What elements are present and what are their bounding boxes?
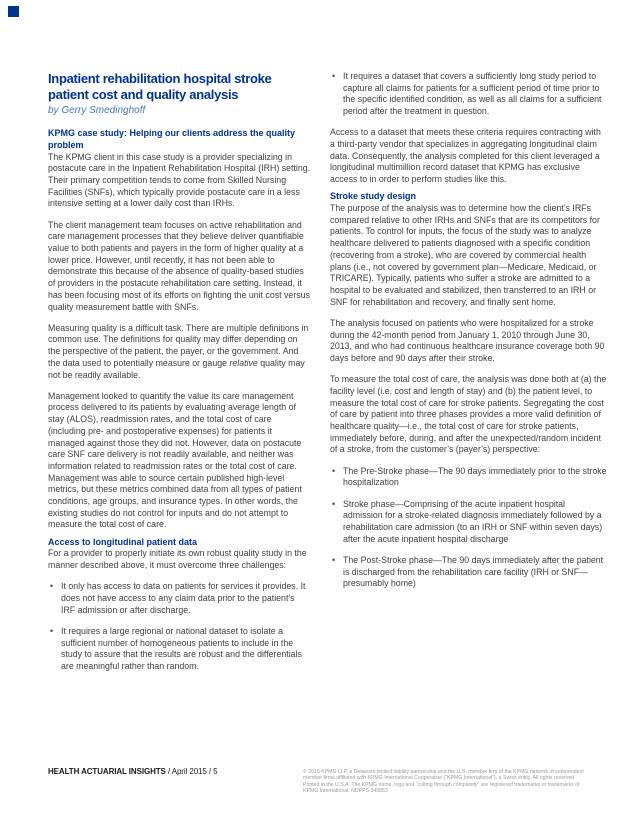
paragraph-third-party-vendor: Access to a dataset that meets these criteria requires contracting with a third-party vendor that specializes in aggregating longitudinal claim data. Consequently, the analysis completed for this client leveraged a longitudinal multimillion record dataset that KPMG has exclusive access to in order to perform studies like this. bbox=[330, 127, 601, 185]
footer-publication-name: HEALTH ACTUARIAL INSIGHTS bbox=[48, 767, 166, 776]
paragraph-analysis-purpose: The purpose of the analysis was to determine how the client’s IRFs compared relative to other IRHs and SNFs that are its competitors for patients. To control for inputs, the focus of the study was to analyze healthcare delivered to patients diagnosed with a specific condition (recovering from a stroke), who are covered by commercial health plans (i.e., not covered by government plan—Medicare, Medicaid, or TRICARE). Typically, patients who suffer a stroke are admitted to a hospital to be evaluated and stabilized, then transferred to an IRH or SNF for rehabilitation and recovery, and finally sent home. bbox=[330, 203, 600, 307]
kpmg-corner-mark bbox=[8, 6, 19, 17]
title-line-2: patient cost and quality analysis bbox=[48, 86, 239, 102]
paragraph-measuring-quality bbox=[48, 323, 311, 382]
section-heading-case-study: KPMG case study: Helping our clients address the quality problem bbox=[48, 128, 296, 150]
footer-publication-line bbox=[48, 767, 217, 776]
paragraph-client-intro: The KPMG client in this case study is a provider specializing in postacute care in the Inpatient Rehabilitation Hospital (IRH) setting. Their primary competition tends to come from Skilled Nursing Facilities (SNFs), which typically provide postacute care in a less intensive setting at a lower daily cost than IRHs. bbox=[48, 151, 311, 209]
bullet-item-long-study-period: • It requires a dataset that covers a sufficiently long study period to capture all claims for patients for a sufficient period of time prior to the specific identified condition, as well as all claims for a sufficient period after the treatment in question. bbox=[330, 71, 607, 118]
paragraph-study-period: The analysis focused on patients who were hospitalized for a stroke during the 42-month period from January 1, 2010 through June 30, 2013, and who had continuous healthcare insurance coverage both 90 days before and 90 days after their stroke. bbox=[330, 317, 605, 363]
right-column bbox=[330, 71, 607, 599]
paragraph-three-challenges: For a provider to properly initiate its own robust quality study in the manner described above, it must overcome three challenges: bbox=[48, 548, 307, 571]
left-column bbox=[48, 71, 311, 682]
paragraph-text: quality may not be readily available. bbox=[48, 357, 305, 380]
article-body bbox=[48, 71, 608, 682]
paragraph-management-quantify: Management looked to quantify the value its care management process delivered to its patients by evaluating average length of stay (ALOS), readmission rates, and the total cost of care (including pre- and postoperative expenses) for patients it managed against those they did not. However, data on postacute care SNF care delivery is not readily available, and neither was information related to readmission rates or the total cost of care. Management was able to source certain published high-level metrics, but these metrics combined data from all types of patient conditions, age groups, and insurance types. In other words, the existing studies do not control for inputs and do not attempt to measure the total cost of care. bbox=[48, 390, 302, 530]
footer-issue-info: / April 2015 / 5 bbox=[165, 767, 218, 776]
footer-legal-text bbox=[303, 769, 584, 795]
legal-line: Printed in the U.S.A. The KPMG name, logo and “cutting through complexity” are registered trademarks or trademarks of bbox=[303, 781, 580, 788]
bullet-item-post-stroke-phase: • The Post-Stroke phase—The 90 days immediately after the patient is discharged from the rehabilitation care facility (IRH or SNF—presumably home) bbox=[330, 555, 607, 590]
paragraph-management-team: The client management team focuses on active rehabilitation and care management processes that they believe deliver quantifiable value to both patients and payers in the form of higher quality at a lower price. However, until recently, it has not been able to demonstrate this because of the absence of quality-based studies of providers in the postacute rehabilitation care setting. Instead, it has been focusing most of its efforts on fighting the unit cost versus quality measurement battle with SNFs. bbox=[48, 219, 310, 312]
byline: by Gerry Smedinghoff bbox=[48, 105, 146, 117]
bullet-item-large-dataset: • It requires a large regional or national dataset to isolate a sufficient number of homogeneous patients to include in the study to assure that the results are robust and the differentials are meaningful rather than random. bbox=[48, 626, 311, 673]
legal-line: member firms affiliated with KPMG International Cooperative (“KPMG International”), a Swiss entity. All rights reserved. bbox=[303, 775, 576, 782]
section-heading-stroke-study-design: Stroke study design bbox=[330, 191, 417, 202]
bullet-item-pre-stroke-phase: • The Pre-Stroke phase—The 90 days immediately prior to the stroke hospitalization bbox=[330, 466, 607, 489]
paragraph-total-cost-measure: To measure the total cost of care, the analysis was done both at (a) the facility level (i.e. cost and length of stay) and (b) the patient level, to measure the total cost of care for stroke patients. Segregating the cost of care by patient into three phases provides a more valid definition of healthcare quality—i.e., the total cost of care for stroke patients, immediately before, during, and after the unexpected/random incident of a stroke, from the customer’s (payer’s) perspective: bbox=[330, 374, 607, 455]
legal-line: © 2015 KPMG LLP, a Delaware limited liability partnership and the U.S. member firm of the KPMG network of independent bbox=[303, 769, 584, 775]
bullet-item-claims-access: • It only has access to data on patients for services it provides. It does not have access to any claim data prior to the patient’s IRF admission or after discharge. bbox=[48, 581, 311, 616]
bullet-item-stroke-phase: • Stroke phase—Comprising of the acute inpatient hospital admission for a stroke-related diagnosis immediately followed by a rehabilitation care admission (to an IRH or SNF within seven days) after the acute inpatient hospital discharge bbox=[330, 499, 607, 546]
section-heading-longitudinal-data: Access to longitudinal patient data bbox=[48, 536, 198, 547]
paragraph-text: Measuring quality is a difficult task. There are multiple definitions in common use. The definitions for quality may differ depending on the perspective of the patient, the payer, or the government. And the data used to potentially measure or gauge bbox=[48, 322, 309, 368]
title-line-1: Inpatient rehabilitation hospital stroke bbox=[48, 71, 272, 86]
article-title bbox=[48, 71, 311, 102]
italic-word: relative bbox=[229, 357, 258, 368]
legal-line: KPMG International. NDPPS 349853 bbox=[303, 788, 388, 795]
